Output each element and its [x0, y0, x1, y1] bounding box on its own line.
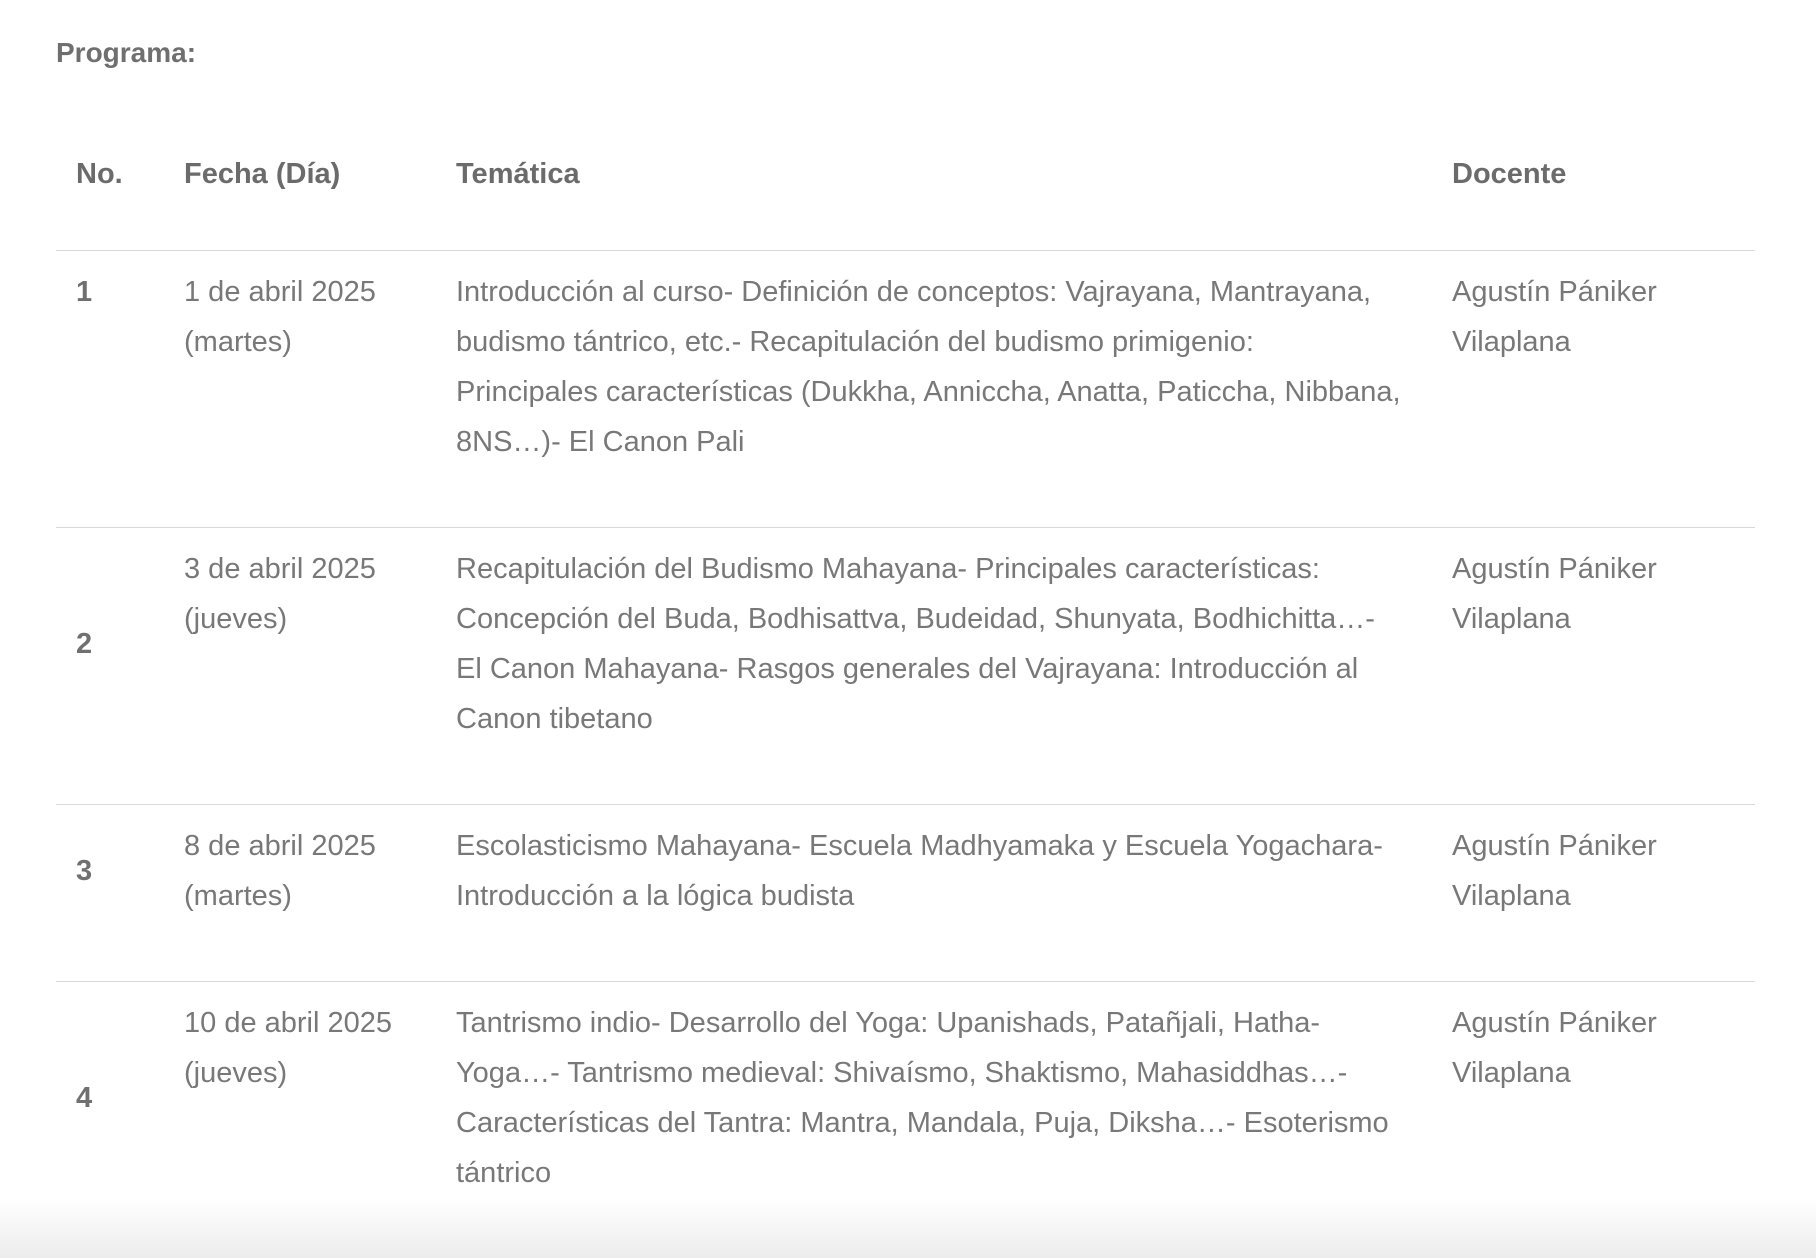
table-row: [56, 804, 1755, 981]
row-topic: Escolasticismo Mahayana- Escuela Madhyamaka y Escuela Yogachara- Introducción a la lógica budista: [436, 804, 1432, 981]
row-topic: Recapitulación del Budismo Mahayana- Principales características: Concepción del Buda, Bodhisattva, Budeidad, Shunyata, Bodhichitta…- El Canon Mahayana- Rasgos generales del Vajrayana: Introducción al Canon tibetano: [436, 527, 1432, 804]
row-teacher-last: Vilaplana: [1452, 602, 1571, 635]
row-teacher-last: Vilaplana: [1452, 325, 1571, 358]
section-title: Programa:: [56, 37, 197, 68]
row-date: 3 de abril 2025: [184, 552, 376, 585]
row-topic: Tantrismo indio- Desarrollo del Yoga: Upanishads, Patañjali, Hatha-Yoga…- Tantrismo medieval: Shivaísmo, Shaktismo, Mahasiddhas…- Características del Tantra: Mantra, Mandala, Puja, Diksha…- Esoterismo tántrico: [436, 981, 1432, 1258]
row-number: 4: [56, 981, 164, 1258]
header-date: Fecha (Día): [164, 100, 436, 250]
row-teacher-first: Agustín Pániker: [1452, 552, 1657, 585]
table-header-row: [56, 100, 1755, 250]
row-teacher-last: Vilaplana: [1452, 879, 1571, 912]
header-number: No.: [56, 100, 164, 250]
row-number: 1: [56, 250, 164, 527]
row-date: 8 de abril 2025: [184, 829, 376, 862]
row-day: (martes): [184, 879, 292, 912]
row-date: 10 de abril 2025: [184, 1006, 392, 1039]
row-teacher-cell: [1432, 250, 1755, 527]
row-teacher-last: Vilaplana: [1452, 1056, 1571, 1089]
row-date-cell: [164, 250, 436, 527]
row-date: 1 de abril 2025: [184, 275, 376, 308]
row-day: (jueves): [184, 1056, 288, 1089]
row-topic: Introducción al curso- Definición de conceptos: Vajrayana, Mantrayana, budismo tántrico, etc.- Recapitulación del budismo primigenio: Principales características (Dukkha, Anniccha, Anatta, Paticcha, Nibbana, 8NS…)- El Canon Pali: [436, 250, 1432, 527]
row-teacher-cell: [1432, 527, 1755, 804]
table-row: [56, 981, 1755, 1258]
row-date-cell: [164, 981, 436, 1258]
row-teacher-cell: [1432, 804, 1755, 981]
row-teacher-cell: [1432, 981, 1755, 1258]
header-topic: Temática: [436, 100, 1432, 250]
row-day: (martes): [184, 325, 292, 358]
table-row: [56, 250, 1755, 527]
row-teacher-first: Agustín Pániker: [1452, 829, 1657, 862]
row-teacher-first: Agustín Pániker: [1452, 275, 1657, 308]
header-teacher: Docente: [1432, 100, 1755, 250]
row-date-cell: [164, 527, 436, 804]
row-date-cell: [164, 804, 436, 981]
row-number: 2: [56, 527, 164, 804]
row-day: (jueves): [184, 602, 288, 635]
row-teacher-first: Agustín Pániker: [1452, 1006, 1657, 1039]
table-row: [56, 527, 1755, 804]
schedule-table: [56, 100, 1755, 1258]
row-number: 3: [56, 804, 164, 981]
